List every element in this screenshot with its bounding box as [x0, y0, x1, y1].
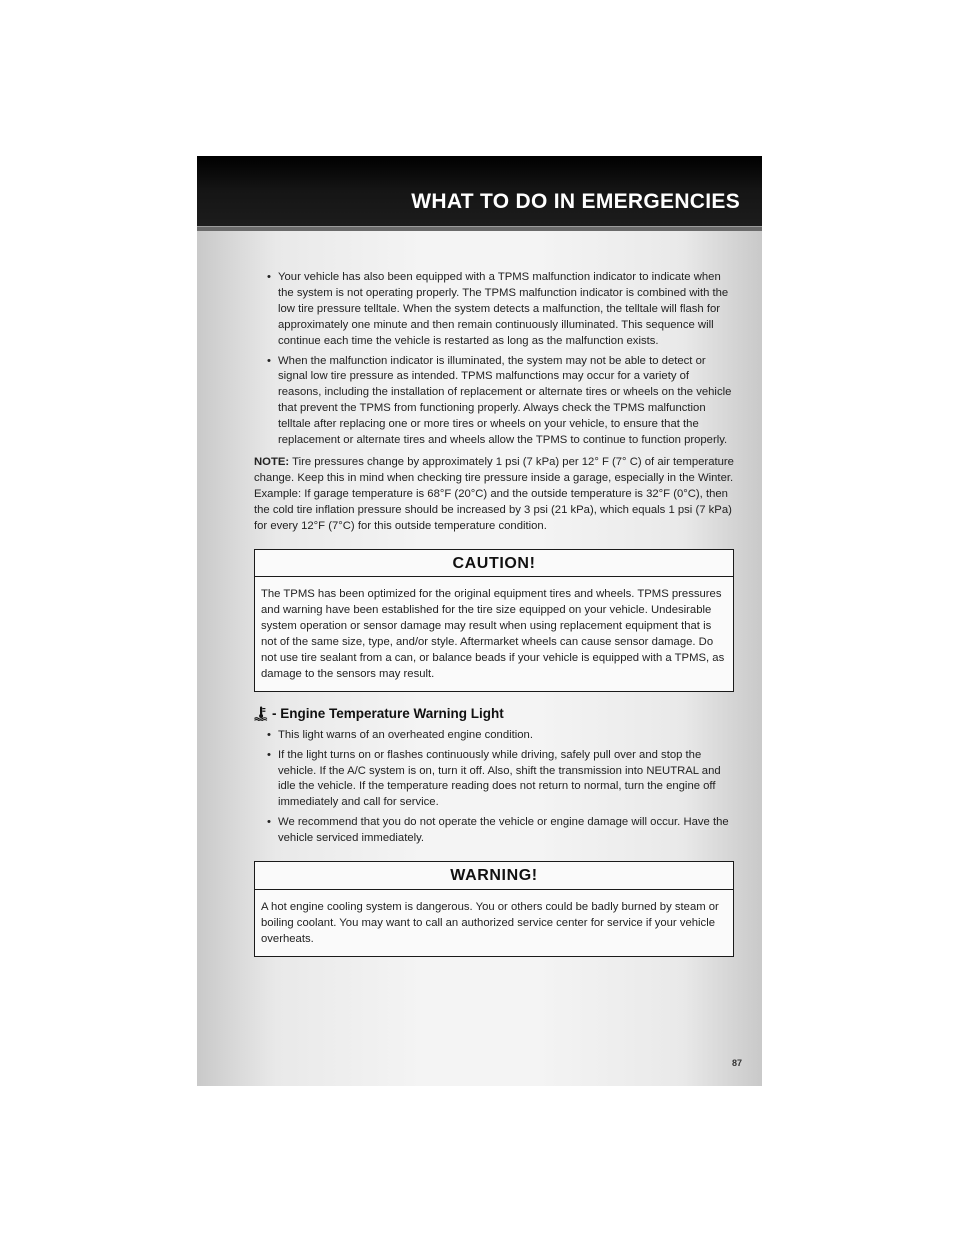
engine-temperature-icon	[254, 706, 268, 721]
page-content	[254, 270, 734, 957]
engine-temp-heading	[254, 706, 734, 722]
warning-box	[254, 861, 734, 957]
page-header	[197, 156, 762, 226]
tpms-bullet-list	[254, 270, 734, 449]
engine-temp-bullet-list	[254, 728, 734, 847]
caution-heading: CAUTION!	[255, 550, 733, 578]
list-item: • This light warns of an overheated engine condition.	[254, 728, 734, 744]
note-paragraph	[254, 455, 734, 535]
warning-heading: WARNING!	[255, 862, 733, 890]
list-item: • If the light turns on or flashes continuously while driving, safely pull over and stop the vehicle. If the A/C system is on, turn it off. Also, shift the transmission into NEUTRAL and idle the vehicle. If the temperature reading does not return to normal, turn the engine off immediately and call for service.	[254, 748, 734, 812]
chapter-title: WHAT TO DO IN EMERGENCIES	[411, 190, 740, 213]
caution-text: The TPMS has been optimized for the original equipment tires and wheels. TPMS pressures and warning have been established for the tire size equipped on your vehicle. Undesirable system operation or sensor damage may result when using replacement equipment that is not of the same size, type, and/or style. Aftermarket wheels can cause sensor damage. Do not use tire sealant from a can, or balance beads if your vehicle is equipped with a TPMS, as damage to the sensors may result.	[261, 588, 725, 680]
header-divider	[197, 226, 762, 231]
list-item: • Your vehicle has also been equipped with a TPMS malfunction indicator to indicate when the system is not operating properly. The TPMS malfunction indicator is combined with the low tire pressure telltale. When the system detects a malfunction, the telltale will flash for approximately one minute and then remain continuously illuminated. This sequence will continue each time the vehicle is restarted as long as the malfunction exists.	[254, 270, 734, 350]
warning-text: A hot engine cooling system is dangerous. You or others could be badly burned by steam or boiling coolant. You may want to call an authorized service center for service if your vehicle overheats.	[261, 901, 719, 945]
note-text: Tire pressures change by approximately 1 psi (7 kPa) per 12° F (7° C) of air temperature change. Keep this in mind when checking tire pressure inside a garage, especially in the Winter. Example: If garage temperature is 68°F (20°C) and the outside temperature is 32°F (0°C), then the cold tire inflation pressure should be increased by 3 psi (21 kPa), which equals 1 psi (7 kPa) for every 12°F (7°C) for this outside temperature condition.	[254, 455, 734, 532]
page-number: 87	[731, 1058, 742, 1068]
manual-page	[197, 156, 762, 1086]
list-item: • When the malfunction indicator is illuminated, the system may not be able to detect or signal low tire pressure as intended. TPMS malfunctions may occur for a variety of reasons, including the installation of replacement or alternate tires or wheels on the vehicle that prevent the TPMS from functioning properly. Always check the TPMS malfunction telltale after replacing one or more tires or wheels on your vehicle, to ensure that the replacement or alternate tires and wheels allow the TPMS to continue to function properly.	[254, 354, 734, 449]
caution-box	[254, 549, 734, 692]
list-item: • We recommend that you do not operate the vehicle or engine damage will occur. Have the vehicle serviced immediately.	[254, 815, 734, 847]
engine-temp-title: - Engine Temperature Warning Light	[272, 705, 504, 721]
note-label: NOTE:	[254, 455, 290, 468]
